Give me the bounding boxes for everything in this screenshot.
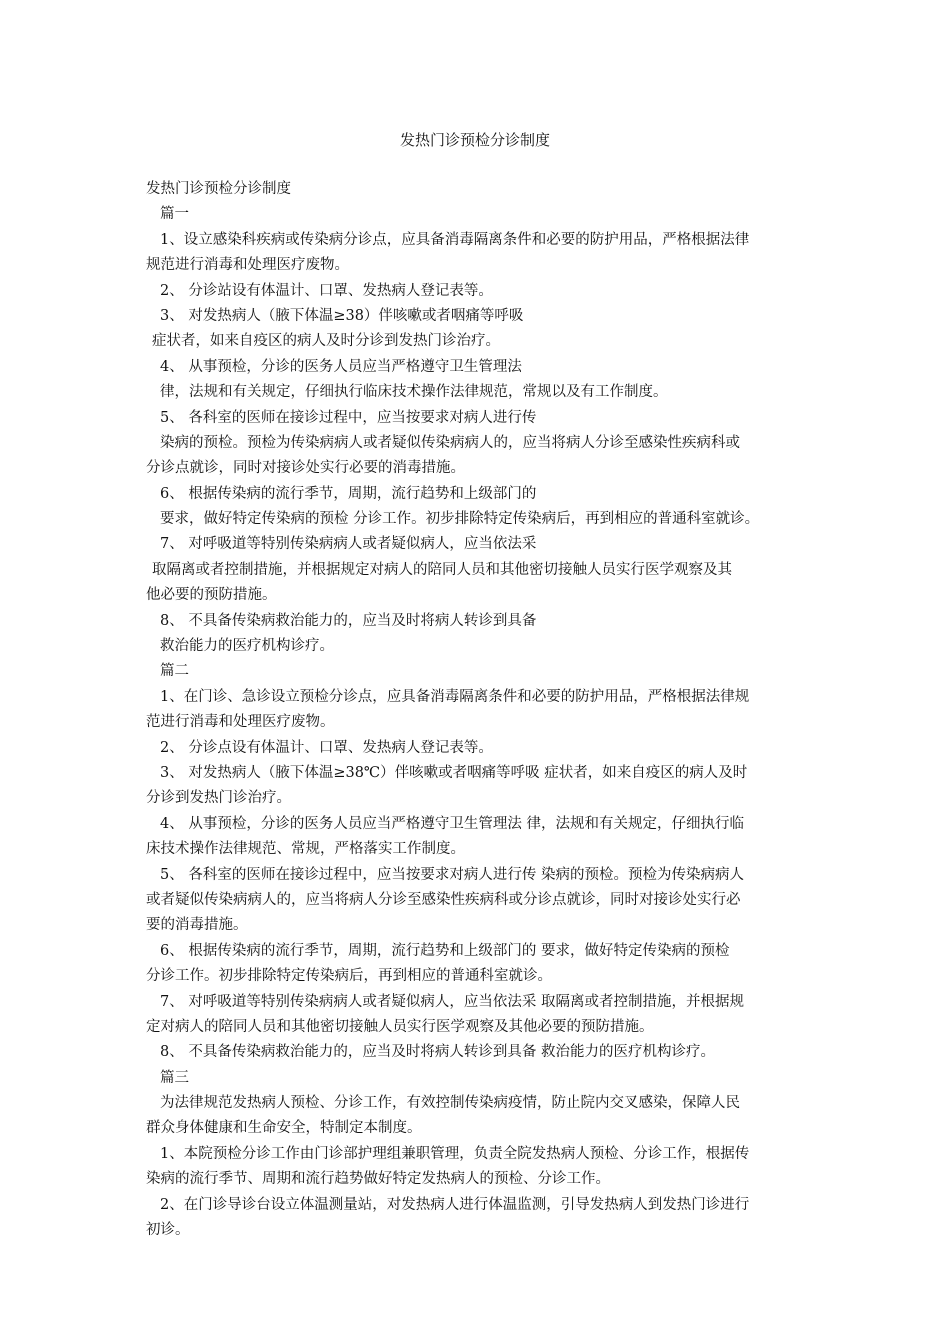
text-line: 定对病人的陪同人员和其他密切接触人员实行医学观察及其他必要的预防措施。 — [146, 1018, 654, 1035]
text-line: 1、本院预检分诊工作由门诊部护理组兼职管理，负责全院发热病人预检、分诊工作，根据传 — [160, 1145, 750, 1162]
text-line: 篇二 — [160, 663, 189, 680]
text-line: 初诊。 — [146, 1222, 190, 1239]
text-line: 发热门诊预检分诊制度 — [146, 181, 291, 197]
text-line: 6、 根据传染病的流行季节，周期，流行趋势和上级部门的 — [160, 485, 537, 502]
text-line: 8、 不具备传染病救治能力的，应当及时将病人转诊到具备 — [160, 612, 537, 629]
text-line: 2、 分诊点设有体温计、口罩、发热病人登记表等。 — [160, 739, 493, 756]
text-line: 要的消毒措施。 — [146, 917, 248, 934]
text-line: 2、 分诊站设有体温计、口罩、发热病人登记表等。 — [160, 282, 493, 299]
text-line: 6、 根据传染病的流行季节，周期，流行趋势和上级部门的 要求，做好特定传染病的预检 — [160, 942, 730, 959]
text-line: 范进行消毒和处理医疗废物。 — [146, 714, 335, 731]
text-line: 染病的预检。预检为传染病病人或者疑似传染病病人的，应当将病人分诊至感染性疾病科或 — [160, 434, 740, 451]
text-line: 7、 对呼吸道等特别传染病病人或者疑似病人，应当依法采 取隔离或者控制措施，并根据规 — [160, 993, 744, 1010]
text-line: 律，法规和有关规定，仔细执行临床技术操作法律规范，常规以及有工作制度。 — [160, 384, 668, 401]
text-line: 5、 各科室的医师在接诊过程中，应当按要求对病人进行传 — [160, 409, 537, 426]
text-line: 规范进行消毒和处理医疗废物。 — [146, 257, 349, 274]
text-line: 症状者，如来自疫区的病人及时分诊到发热门诊治疗。 — [152, 333, 500, 350]
text-line: 1、设立感染科疾病或传染病分诊点，应具备消毒隔离条件和必要的防护用品，严格根据法律 — [160, 231, 750, 248]
text-line: 为法律规范发热病人预检、分诊工作，有效控制传染病疫情，防止院内交叉感染，保障人民 — [160, 1095, 740, 1112]
text-line: 取隔离或者控制措施，并根据规定对病人的陪同人员和其他密切接触人员实行医学观察及其 — [152, 561, 732, 578]
text-line: 染病的流行季节、周期和流行趋势做好特定发热病人的预检、分诊工作。 — [146, 1171, 610, 1188]
text-line: 分诊到发热门诊治疗。 — [146, 790, 291, 807]
text-line: 篇一 — [160, 206, 189, 223]
text-line: 分诊工作。初步排除特定传染病后，再到相应的普通科室就诊。 — [146, 968, 552, 985]
document-title: 发热门诊预检分诊制度 — [399, 131, 550, 149]
text-line: 5、 各科室的医师在接诊过程中，应当按要求对病人进行传 染病的预检。预检为传染病病人 — [160, 866, 744, 883]
text-line: 床技术操作法律规范、常规，严格落实工作制度。 — [146, 841, 465, 858]
text-line: 篇三 — [160, 1069, 189, 1086]
text-line: 要求，做好特定传染病的预检 分诊工作。初步排除特定传染病后，再到相应的普通科室就诊。 — [160, 511, 760, 528]
text-line: 群众身体健康和生命安全，特制定本制度。 — [146, 1120, 422, 1137]
document-body — [146, 177, 826, 1243]
text-line: 8、 不具备传染病救治能力的，应当及时将病人转诊到具备 救治能力的医疗机构诊疗。 — [160, 1044, 715, 1061]
text-line: 4、 从事预检，分诊的医务人员应当严格遵守卫生管理法 — [160, 358, 522, 375]
text-line: 7、 对呼吸道等特别传染病病人或者疑似病人，应当依法采 — [160, 536, 537, 553]
text-line: 2、在门诊导诊台设立体温测量站，对发热病人进行体温监测，引导发热病人到发热门诊进行 — [160, 1196, 750, 1213]
text-line: 救治能力的医疗机构诊疗。 — [160, 638, 334, 655]
text-line: 3、 对发热病人（腋下体温≥38℃）伴咳嗽或者咽痛等呼吸 症状者，如来自疫区的病人及时 — [160, 764, 748, 781]
text-line: 1、在门诊、急诊设立预检分诊点，应具备消毒隔离条件和必要的防护用品，严格根据法律规 — [160, 688, 750, 705]
text-line: 分诊点就诊，同时对接诊处实行必要的消毒措施。 — [146, 460, 465, 477]
text-line: 3、 对发热病人（腋下体温≥38）伴咳嗽或者咽痛等呼吸 — [160, 307, 524, 324]
text-line: 或者疑似传染病病人的，应当将病人分诊至感染性疾病科或分诊点就诊，同时对接诊处实行必 — [146, 891, 741, 908]
text-line: 他必要的预防措施。 — [146, 587, 277, 604]
text-line: 4、 从事预检，分诊的医务人员应当严格遵守卫生管理法 律，法规和有关规定，仔细执行临 — [160, 815, 744, 832]
